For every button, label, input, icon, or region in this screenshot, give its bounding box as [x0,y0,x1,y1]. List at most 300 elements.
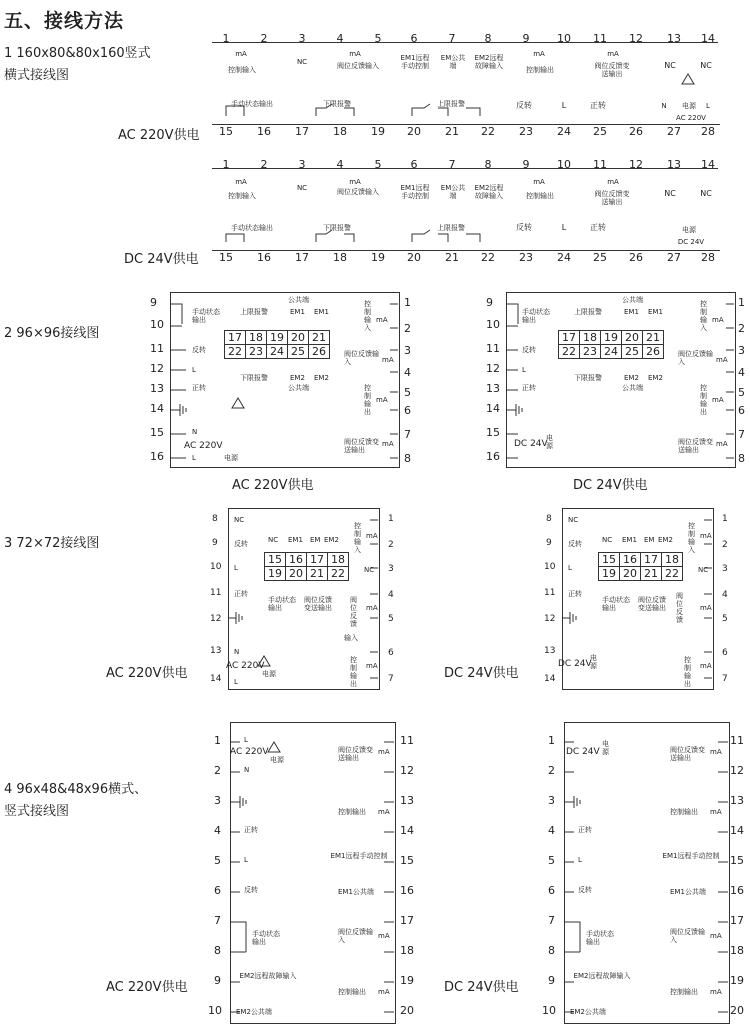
em2-label: EM2远程故障输入 [474,184,504,200]
terminal: 5 [374,158,382,171]
section-4-dc-label: DC 24V供电 [444,980,519,995]
fb-out-label: 阀位反馈变送输出 [594,190,630,206]
terminal: 11 [150,342,164,355]
ma-label: mA [349,50,361,58]
terminal: 4 [404,366,411,379]
ctrl-output-label: 控制输出 [338,808,366,816]
ma-label: mA [710,988,722,996]
terminal: 8 [214,944,221,957]
grid-cell: 26 [643,345,664,359]
nc-label: NC [296,184,308,192]
terminal: 11 [593,158,607,171]
nc-label: NC [664,189,676,198]
grid-header: NC [268,536,279,544]
ac220-label: AC 220V [230,747,269,757]
ac220-label: AC 220V [676,114,706,122]
grid-cell: 19 [265,567,286,581]
ctrl-input-label: 控制输入 [700,300,707,332]
terminal: 1 [548,734,555,747]
terminal: 8 [212,514,218,524]
terminal: 12 [544,614,556,624]
reverse-label: 反转 [234,540,248,548]
fb-input-label: 阀位反馈输入 [678,350,713,366]
terminal: 6 [738,404,745,417]
em2-label: EM2远程故障输入 [474,54,504,70]
terminal: 15 [486,426,500,439]
terminal: 10 [208,1004,222,1017]
n-label: N [234,648,240,656]
strip-1-ac [212,32,720,142]
terminal: 1 [214,734,221,747]
fb-out-label: 阀位反馈变送输出 [678,438,713,454]
grid-cell: 20 [620,567,641,581]
manual-output-label: 手动状态输出 [252,930,280,946]
terminal: 1 [722,514,728,524]
terminal: 22 [481,125,495,138]
terminal: 6 [404,404,411,417]
forward-label: 正转 [568,590,582,598]
terminal: 10 [557,158,571,171]
terminal: 3 [214,794,221,807]
bottom-terminals [212,250,720,265]
grid-cell: 16 [286,553,307,567]
reverse-label: 反转 [244,886,258,894]
ctrl-input-label: 控制输入 [688,522,695,554]
forward-label: 正转 [522,384,536,392]
grid-cell: 18 [246,331,267,345]
terminal: 2 [404,322,411,335]
n-label: N [244,766,250,774]
terminal: 14 [730,824,744,837]
terminal: 1 [222,32,230,45]
nc-label: NC [700,189,712,198]
em2-label: EM2 [624,374,639,382]
ma-label: mA [376,316,388,324]
section-3-dc-label: DC 24V供电 [444,666,519,681]
terminal: 12 [150,362,164,375]
power-label: 电源 [682,102,696,110]
terminal: 4 [388,590,394,600]
terminal: 4 [214,824,221,837]
grid-cell: 22 [225,345,246,359]
terminal: 1 [738,296,745,309]
terminal: 12 [210,614,222,624]
power-label: 电源 [546,434,553,450]
strip-1-dc [212,158,720,268]
reverse-label: 反转 [568,540,582,548]
terminal: 16 [400,884,414,897]
grid-cell: 23 [580,345,601,359]
fb-input-label: 阀位反馈输入 [670,928,705,944]
grid-cell: 19 [601,331,622,345]
forward-label: 正转 [192,384,206,392]
l-label: L [706,102,710,110]
terminal: 18 [333,251,347,264]
terminal: 19 [730,974,744,987]
terminal: 5 [374,32,382,45]
grid-cell: 21 [309,331,330,345]
terminal: 8 [484,158,492,171]
terminal: 6 [388,648,394,658]
high-alarm-label: 上限报警 [240,308,268,316]
grid-cell: 18 [662,553,683,567]
terminal: 5 [214,854,221,867]
terminal: 15 [150,426,164,439]
ma-label: mA [712,396,724,404]
terminal: 21 [445,251,459,264]
terminal: 13 [667,32,681,45]
grid-header: EM2 [658,536,673,544]
terminal: 11 [730,734,744,747]
power-label: 电源 [682,226,696,234]
em1-label: EM1 [290,308,305,316]
ma-label: mA [607,178,619,186]
nc-label: NC [234,516,245,524]
ma-label: mA [378,988,390,996]
nc-label: NC [296,58,308,66]
grid-cell: 21 [641,567,662,581]
common-label: 公共端 [288,296,309,304]
power-label: 电源 [602,740,609,756]
terminal: 7 [388,674,394,684]
terminal: 14 [400,824,414,837]
forward-label: 正转 [578,826,592,834]
terminal: 18 [333,125,347,138]
section-1-label-2: 横式接线图 [4,68,70,83]
terminal: 22 [481,251,495,264]
terminal: 13 [730,794,744,807]
terminal: 5 [404,386,411,399]
box-9648-ac [204,722,426,1024]
grid-cell: 18 [328,553,349,567]
grid-cell: 17 [307,553,328,567]
terminal: 6 [722,648,728,658]
terminal: 17 [730,914,744,927]
terminal: 4 [722,590,728,600]
terminal: 20 [407,125,421,138]
em2-label: EM2 [290,374,305,382]
page-title: 五、接线方法 [4,10,125,32]
l-label: L [244,736,248,744]
section-4-label-2: 竖式接线图 [4,804,70,819]
terminal: 23 [519,251,533,264]
section-3-label: 3 72×72接线图 [4,536,100,551]
terminal: 8 [546,514,552,524]
bottom-terminals [212,124,720,139]
fb-input-label: 阀位反馈输入 [344,350,379,366]
manual-output-label: 手动状态输出 [586,930,614,946]
ma-label: mA [533,178,545,186]
forward-label: 正转 [590,223,606,232]
terminal: 13 [400,794,414,807]
n-label: N [192,428,198,436]
terminal: 10 [542,1004,556,1017]
terminal: 10 [150,318,164,331]
ac220-label: AC 220V [226,661,265,671]
power-label: 电源 [270,756,284,764]
grid-cell: 25 [622,345,643,359]
terminal: 16 [730,884,744,897]
terminal: 20 [400,1004,414,1017]
grid-cell: 20 [286,567,307,581]
terminal: 5 [388,614,394,624]
ma-label: mA [235,178,247,186]
section-3-ac-label: AC 220V供电 [106,666,188,681]
terminal: 19 [371,125,385,138]
terminal: 24 [557,251,571,264]
terminal: 4 [336,32,344,45]
terminal: 12 [629,32,643,45]
ctrl-output-label: 控制输出 [338,988,366,996]
ma-label: mA [235,50,247,58]
grid-cell: 21 [307,567,328,581]
fb-input-label: 阀位反馈输入 [338,928,373,944]
terminal: 10 [210,562,222,572]
terminal: 11 [544,588,556,598]
manual-output-label: 手动状态输出 [231,224,273,232]
em-label: EM公共端 [440,184,466,200]
fb-input-label: 阀位反馈输入 [337,188,379,196]
ma-label: mA [533,50,545,58]
high-alarm-label: 上限报警 [437,224,465,232]
terminal: 6 [214,884,221,897]
terminal: 18 [730,944,744,957]
terminal: 3 [298,32,306,45]
fb-label: 阀位反馈 [350,596,357,628]
grid-cell: 22 [559,345,580,359]
ctrl-input-label: 控制输入 [364,300,371,332]
ctrl-output-label: 控制输出 [526,192,554,200]
terminal: 11 [486,342,500,355]
terminal: 8 [404,452,411,465]
terminal: 7 [214,914,221,927]
em1-label: EM1 [648,308,663,316]
l-label: L [568,564,572,572]
terminal: 13 [486,382,500,395]
terminal: 15 [219,251,233,264]
ctrl-input-label: 控制输入 [228,192,256,200]
terminal: 9 [486,296,493,309]
section-1-label: 1 160x80&80x160竖式 [4,46,151,61]
nc-label: NC [568,516,579,524]
terminal: 25 [593,125,607,138]
terminal: 26 [629,125,643,138]
reverse-label: 反转 [522,346,536,354]
dc24-label: DC 24V [677,238,705,246]
section-1-ac-label: AC 220V供电 [118,128,200,143]
ma-label: mA [700,662,712,670]
terminal: 17 [295,125,309,138]
l-label: L [192,454,196,462]
input-label: 输入 [344,634,358,642]
low-alarm-label: 下限报警 [240,374,268,382]
ma-label: mA [382,356,394,364]
terminal: 14 [210,674,222,684]
terminal: 16 [150,450,164,463]
terminal: 11 [593,32,607,45]
reverse-label: 反转 [516,223,532,232]
terminal: 27 [667,125,681,138]
low-alarm-label: 下限报警 [323,224,351,232]
grid-header: NC [602,536,613,544]
fb-out-label: 阀位反馈变送输出 [594,62,630,78]
ma-label: mA [366,662,378,670]
grid-cell: 16 [620,553,641,567]
em1-common-label: EM1公共端 [670,888,706,896]
terminal: 5 [548,854,555,867]
grid-cell: 24 [267,345,288,359]
grid-header: EM1 [288,536,303,544]
terminal: 15 [400,854,414,867]
terminal: 19 [400,974,414,987]
terminal: 13 [544,646,556,656]
nc-label: NC [700,61,712,70]
terminal: 5 [738,386,745,399]
grid-cell: 17 [225,331,246,345]
forward-label: 正转 [590,101,606,110]
manual-output-label: 手动状态输出 [522,308,550,324]
box-96-dc [482,292,750,468]
ma-label: mA [378,748,390,756]
terminal: 9 [522,158,530,171]
terminal: 10 [486,318,500,331]
terminal: 17 [400,914,414,927]
terminal: 9 [548,974,555,987]
ctrl-output-label: 控制输出 [684,656,691,688]
section-2-label: 2 96×96接线图 [4,326,100,341]
terminal: 8 [548,944,555,957]
terminal: 6 [548,884,555,897]
ma-label: mA [378,932,390,940]
manual-output-label: 手动状态输出 [268,596,296,612]
terminal: 4 [738,366,745,379]
ma-label: mA [366,532,378,540]
terminal: 14 [701,158,715,171]
common-label: 公共端 [288,384,309,392]
l-label: L [522,366,526,374]
ctrl-output-label: 控制输出 [350,656,357,688]
em2-label: EM2远程故障输入 [573,972,631,980]
terminal: 7 [448,158,456,171]
ma-label: mA [607,50,619,58]
ctrl-output-label: 控制输出 [526,66,554,74]
ctrl-output-label: 控制输出 [670,988,698,996]
dc24-label: DC 24V [558,659,592,669]
grid-cell: 17 [559,331,580,345]
grid-cell: 26 [309,345,330,359]
ctrl-output-label: 控制输出 [670,808,698,816]
terminal: 14 [150,402,164,415]
terminal: 20 [730,1004,744,1017]
forward-label: 正转 [244,826,258,834]
reverse-label: 反转 [578,886,592,894]
grid-header: EM [644,536,655,544]
terminal: 27 [667,251,681,264]
em1-label: EM1远程手动控制 [662,852,720,860]
terminal: 3 [722,564,728,574]
box-72-dc [538,508,750,690]
terminal: 24 [557,125,571,138]
ma-label: mA [716,440,728,448]
em2-common-label: EM2公共端 [570,1008,606,1016]
em1-common-label: EM1公共端 [338,888,374,896]
ma-label: mA [710,748,722,756]
grid-cell: 23 [246,345,267,359]
terminal: 1 [404,296,411,309]
grid-header: EM2 [324,536,339,544]
grid-header: EM [310,536,321,544]
terminal: 9 [150,296,157,309]
grid-header: EM1 [622,536,637,544]
power-label: 电源 [590,654,597,670]
terminal: 3 [298,158,306,171]
em-label: EM公共端 [440,54,466,70]
terminal: 21 [445,125,459,138]
box-9648-dc [538,722,750,1024]
terminal: 2 [548,764,555,777]
terminal: 12 [730,764,744,777]
reverse-label: 反转 [516,101,532,110]
section-2-dc-label: DC 24V供电 [573,478,648,493]
em2-label: EM2 [314,374,329,382]
terminal: 9 [546,538,552,548]
box-96-ac [146,292,426,468]
l-label: L [234,678,238,686]
n-label: N [661,102,667,110]
terminal: 28 [701,125,715,138]
ma-label: mA [376,396,388,404]
terminal: 13 [667,158,681,171]
box-72-ac-wiring [204,508,404,690]
fb-out-label: 阀位反馈变送输出 [344,438,379,454]
terminal: 14 [544,674,556,684]
power-label: 电源 [224,454,238,462]
terminal: 8 [738,452,745,465]
terminal: 2 [260,158,268,171]
grid-cell: 18 [580,331,601,345]
terminal: 2 [260,32,268,45]
terminal: 17 [295,251,309,264]
terminal: 1 [222,158,230,171]
grid-cell: 19 [267,331,288,345]
em1-label: EM1远程手动控制 [400,184,430,200]
common-label: 公共端 [622,384,643,392]
high-alarm-label: 上限报警 [574,308,602,316]
section-4-ac-label: AC 220V供电 [106,980,188,995]
box-96-ac-wiring [146,292,426,468]
grid-cell: 17 [641,553,662,567]
l-label: L [244,856,248,864]
em2-label: EM2远程故障输入 [239,972,297,980]
terminal: 3 [388,564,394,574]
ctrl-input-label: 控制输入 [354,522,361,554]
terminal: 2 [722,540,728,550]
section-1-dc-label: DC 24V供电 [124,252,199,267]
grid-cell: 15 [599,553,620,567]
l-label: L [192,366,196,374]
terminal: 2 [388,540,394,550]
terminal: 10 [544,562,556,572]
terminal: 4 [336,158,344,171]
terminal: 25 [593,251,607,264]
terminal: 3 [404,344,411,357]
fb-out-label: 阀位反馈变送输出 [304,596,332,612]
terminal: 12 [629,158,643,171]
terminal: 6 [410,32,418,45]
terminal: 6 [410,158,418,171]
l-label: L [234,564,238,572]
terminal: 9 [212,538,218,548]
